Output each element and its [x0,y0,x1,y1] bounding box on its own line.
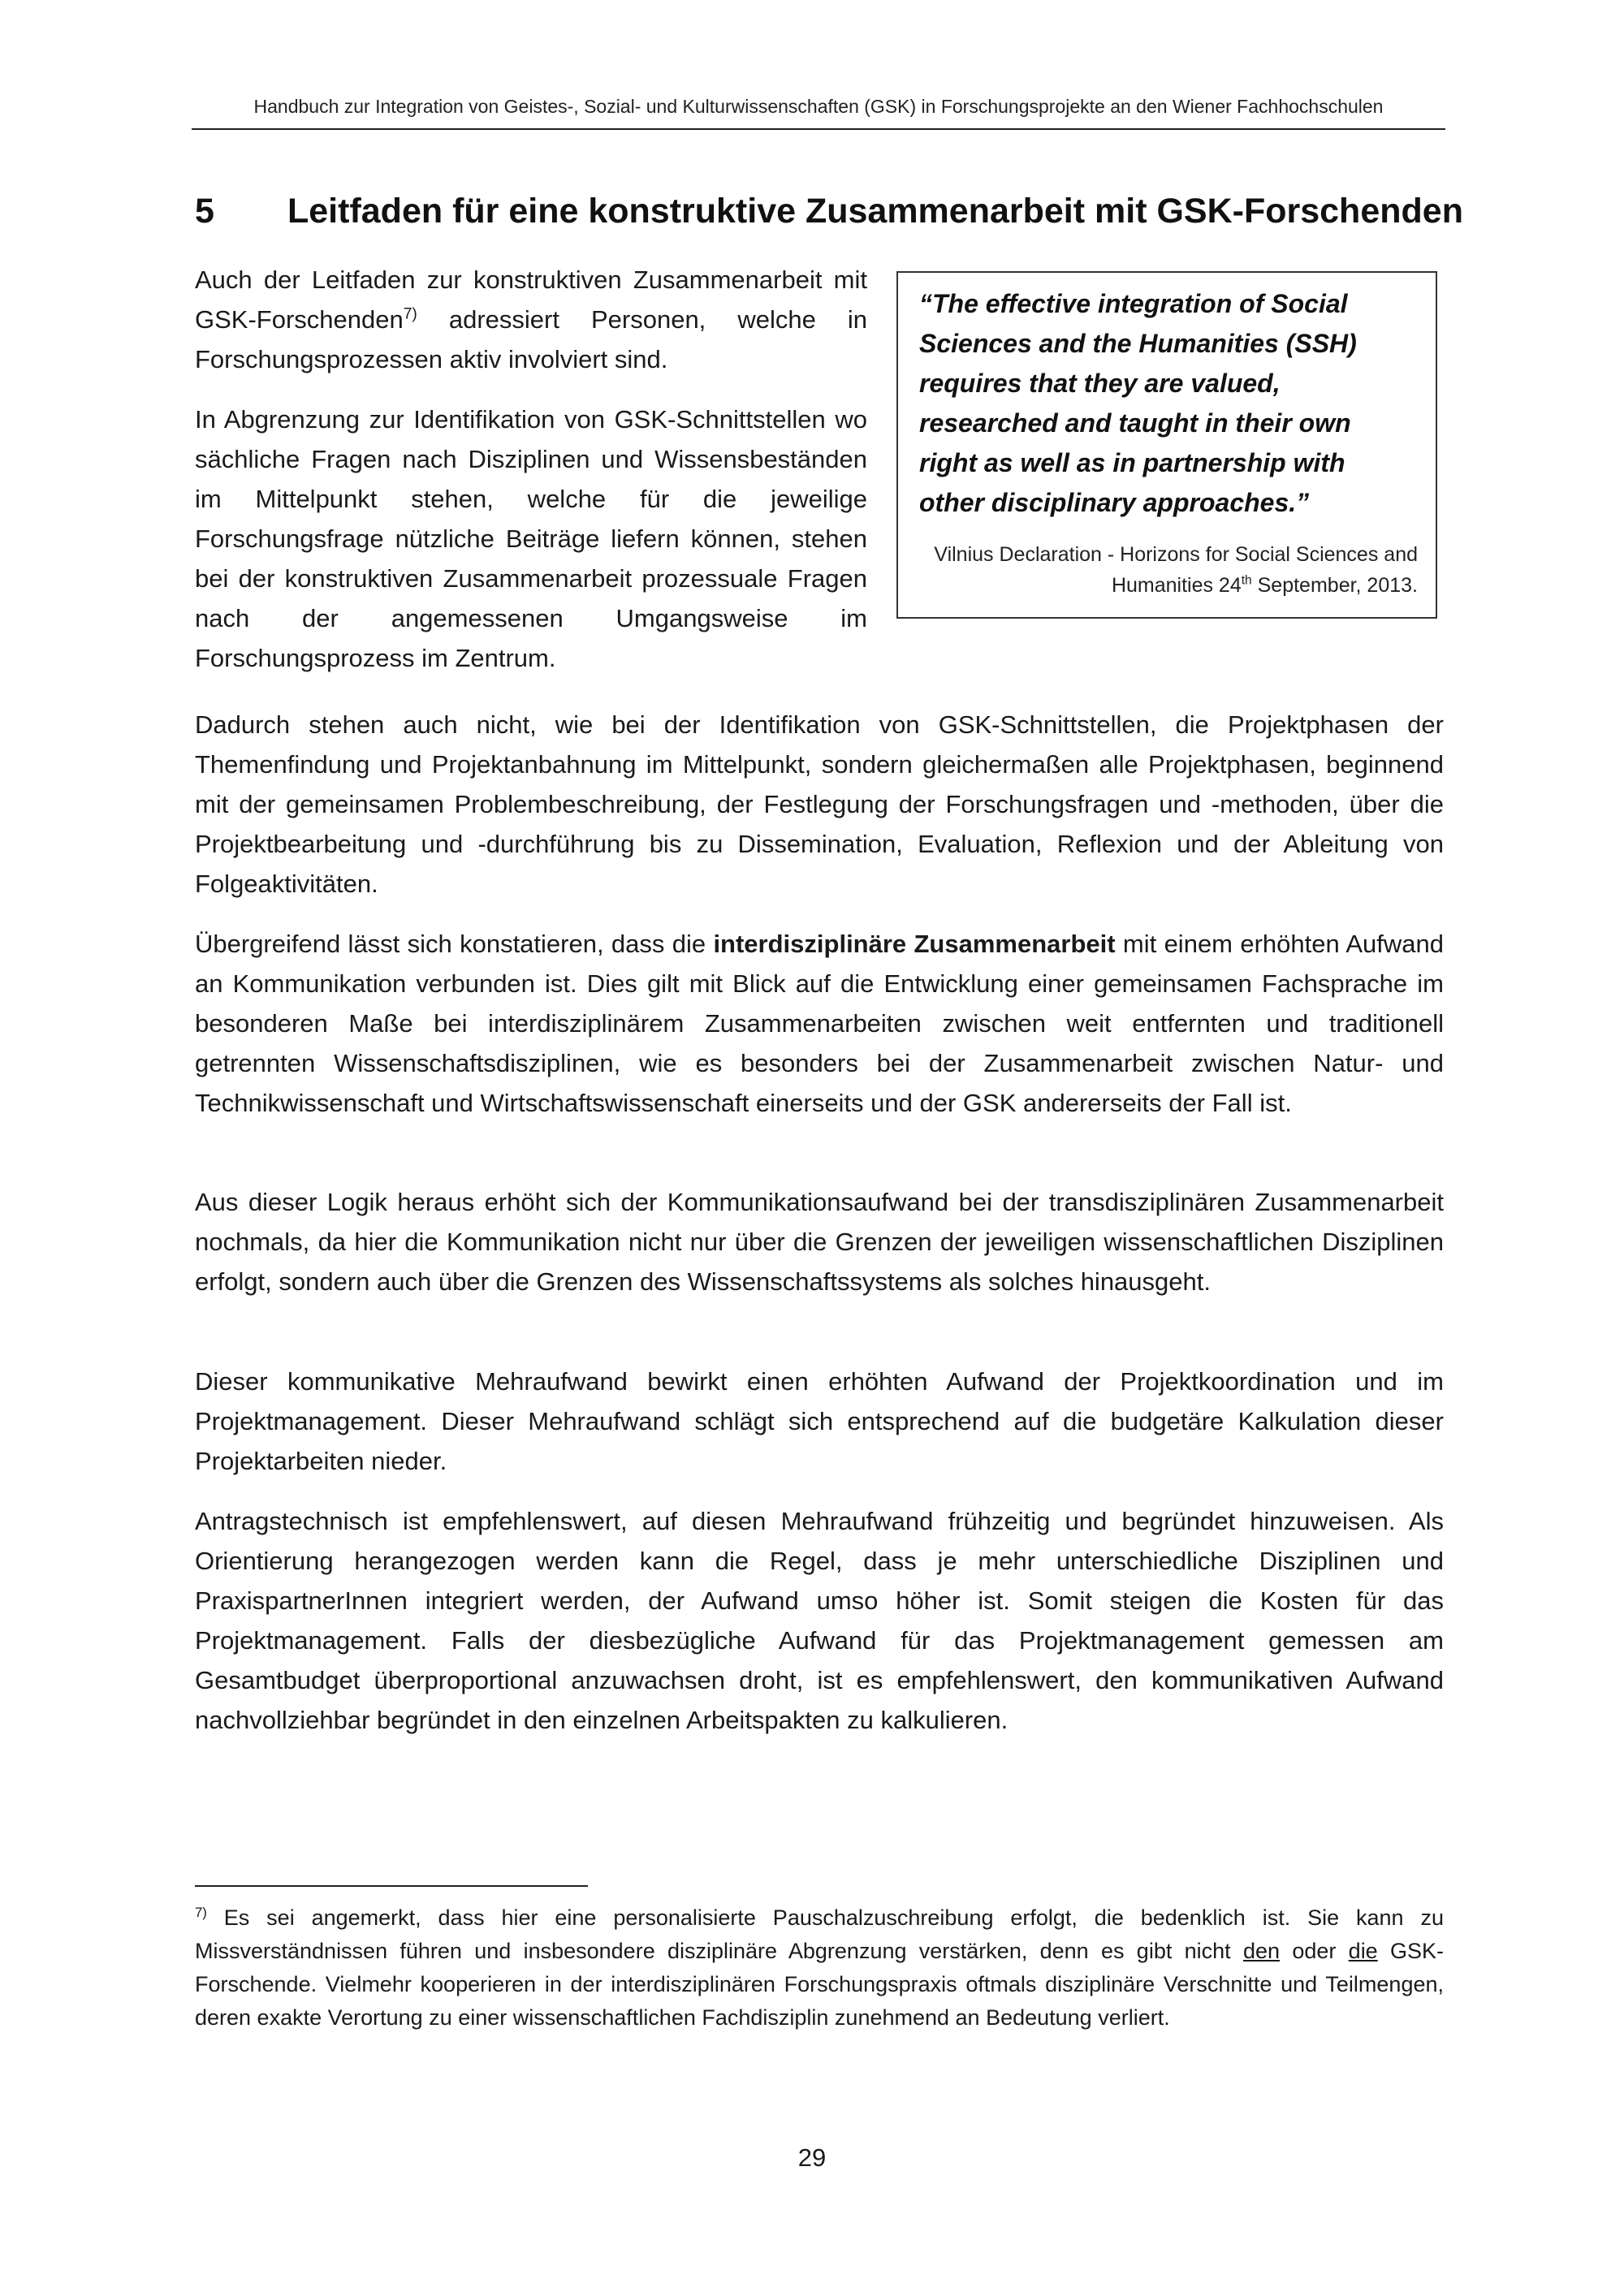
quote-source-b: September, 2013. [1251,574,1418,597]
body-paragraph-6: Dieser kommunikative Mehraufwand bewirkt einen erhöhten Aufwand der Projektkoordination und im Projektmanagement. Dieser Mehraufwand schlägt sich entsprechend auf die budgetäre Kalkulation dieser Projektarbeiten nieder. [195,1367,1444,1475]
p4-text-b: mit einem erhöhten Aufwand an Kommunikation verbunden ist. Dies gilt mit Blick auf die Entwicklung einer gemeinsamen Fachsprache im besonderen Maße bei interdisziplinärem Zusammenarbeiten zwischen weit entfernten und traditionell getrennten Wissenschaftsdisziplinen, wie es besonders bei der Zusammenarbeit zwischen Natur- und Technikwissenschaft und Wirtschaftswissenschaft einerseits und der GSK andererseits der Fall ist. [195,930,1444,1117]
quote-text: “The effective integration of Social Sciences and the Humanities (SSH) requires that they are valued, researched and taught in their own right as well as in partnership with other disciplinary approaches.” [919,289,1357,517]
intro-paragraph-1 [195,260,867,379]
footnote [195,1901,1444,2035]
footnote-rule [195,1885,588,1887]
quote-source-a: Vilnius Declaration - Horizons for Social Sciences and Humanities 24 [934,543,1418,597]
page-number: 29 [797,2143,827,2172]
intro-text-a: Auch der Leitfaden zur konstruktiven Zusammenarbeit mit GSK-Forschenden [195,265,867,334]
footnote-text-a: Es sei angemerkt, dass hier eine personalisierte Pauschalzuschreibung erfolgt, die bedenklich ist. Sie kann zu Missverständnissen führen und insbesondere disziplinäre Abgrenzung verstärken, denn es gibt nicht [195,1905,1444,1963]
quote-source-sup: th [1241,573,1252,588]
body-paragraph-4 [195,924,1444,1123]
section-number: 5 [195,192,214,231]
section-heading [195,192,1462,231]
intro-text-b: adressiert Personen, welche in Forschungsprozessen aktiv involviert sind. [195,305,867,373]
p4-bold-term: interdisziplinäre Zusammenarbeit [713,930,1116,958]
quote-source [919,539,1418,601]
section-title: Leitfaden für eine konstruktive Zusammenarbeit mit GSK-Forschenden [287,192,1463,231]
footnote-reference[interactable]: 7) [403,305,417,323]
body-paragraph-7: Antragstechnisch ist empfehlenswert, auf diesen Mehraufwand frühzeitig und begründet hinzuweisen. Als Orientierung herangezogen werden kann die Regel, dass je mehr unterschiedliche Disziplinen und PraxispartnerInnen integriert werden, der Aufwand umso höher ist. Somit steigen die Kosten für das Projektmanagement. Falls der diesbezügliche Aufwand für das Projektmanagement gemessen am Gesamtbudget überproportional anzuwachsen droht, ist es empfehlenswert, den kommunikativen Aufwand nachvollziehbar begründet in den einzelnen Arbeitspakten zu kalkulieren. [195,1507,1444,1734]
p4-text-a: Übergreifend lässt sich konstatieren, dass die [195,930,714,958]
body-paragraph-3: Dadurch stehen auch nicht, wie bei der Identifikation von GSK-Schnittstellen, die Projektphasen der Themenfindung und Projektanbahnung im Mittelpunkt, sondern gleichermaßen alle Projektphasen, beginnend mit der gemeinsamen Problembeschreibung, der Festlegung der Forschungsfragen und -methoden, über die Projektbearbeitung und -durchführung bis zu Dissemination, Evaluation, Reflexion und der Ableitung von Folgeaktivitäten. [195,710,1444,898]
footnote-text-c: GSK-Forschende. Vielmehr kooperieren in der interdisziplinären Forschungspraxis oftmals disziplinäre Verschnitte und Teilmengen, deren exakte Verortung zu einer wissenschaftlichen Fachdisziplin zunehmend an Bedeutung verliert. [195,1939,1445,2030]
quote-box [896,271,1437,619]
running-header: Handbuch zur Integration von Geistes-, Sozial- und Kulturwissenschaften (GSK) in Forschungsprojekte an den Wiener Fachhochschulen [253,96,1384,117]
body-paragraph-5: Aus dieser Logik heraus erhöht sich der Kommunikationsaufwand bei der transdisziplinären Zusammenarbeit nochmals, da hier die Kommunikation nicht nur über die Grenzen der jeweiligen wissenschaftlichen Disziplinen erfolgt, sondern auch über die Grenzen des Wissenschaftssystems als solches hinausgeht. [195,1188,1444,1296]
intro-paragraph-2: In Abgrenzung zur Identifikation von GSK-Schnittstellen wo sächliche Fragen nach Disziplinen und Wissensbeständen im Mittelpunkt stehen, welche für die jeweilige Forschungsfrage nützliche Beiträge liefern können, stehen bei der konstruktiven Zusammenarbeit prozessuale Fragen nach der angemessenen Umgangsweise im Forschungsprozess im Zentrum. [195,405,867,672]
footnote-marker: 7) [195,1905,207,1920]
footnote-text-b: oder [1280,1939,1349,1963]
footnote-underline-den: den [1242,1939,1281,1963]
footnote-underline-die: die [1348,1939,1378,1963]
header-rule [192,128,1445,130]
